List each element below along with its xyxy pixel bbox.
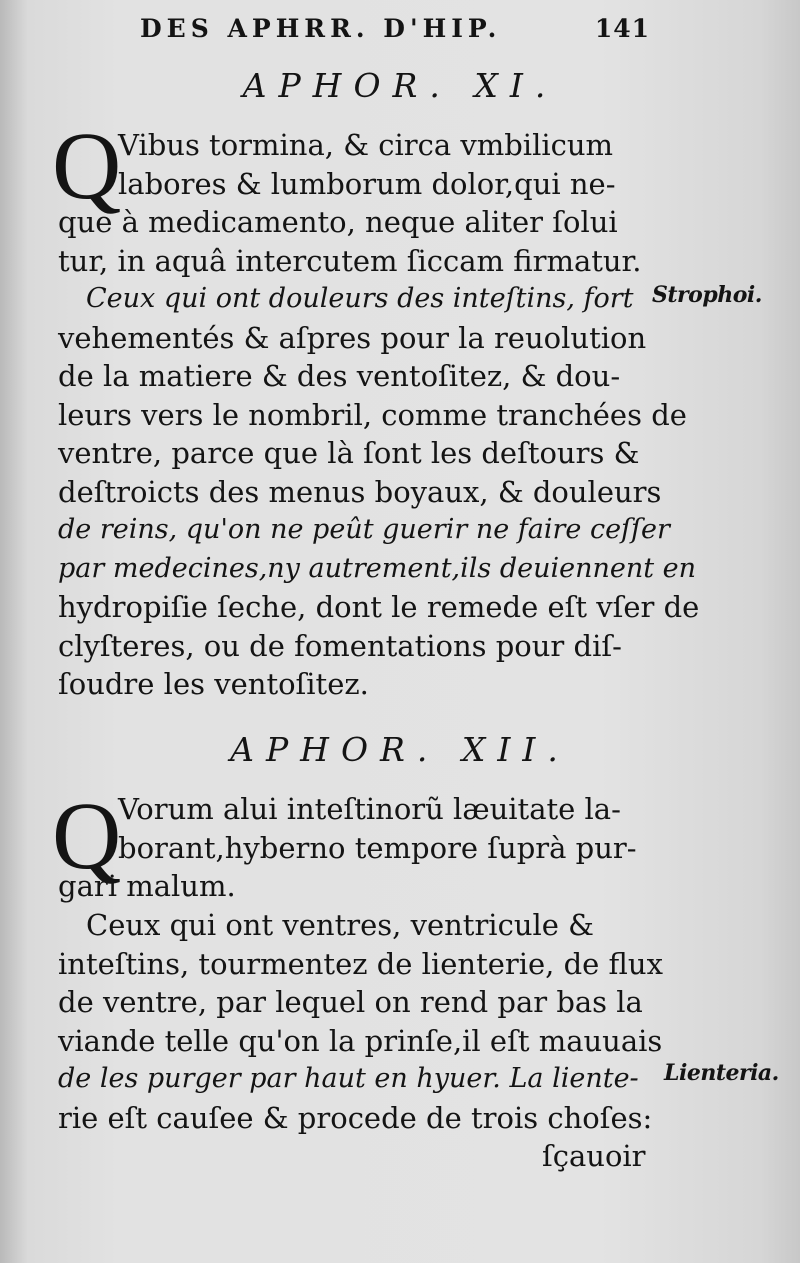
text-line: deſtroicts des menus boyaux, & douleurs (58, 474, 662, 509)
text-line: ventre, parce que là ſont les deſtours & (58, 436, 640, 470)
margin-note-strophoi: Strophoi. (652, 282, 762, 308)
text-line: rie eſt cauſee & procede de trois choſes: (58, 1100, 653, 1135)
aphorism-11-french (58, 280, 700, 704)
text-line: de la matiere & des ventoſitez, & dou- (58, 359, 621, 393)
text-line: Vorum alui inteſtinorũ læuitate la- (118, 792, 621, 826)
aphorism-12-latin (58, 790, 650, 906)
page-number: 141 (594, 14, 650, 43)
drop-cap-q: Q (52, 782, 122, 889)
text-line: clyſteres, ou de fomentations pour diſ- (58, 628, 622, 663)
text-line: borant,hyberno tempore ſuprà pur- (118, 830, 637, 865)
text-line: inteſtins, tourmentez de lienterie, de flux (58, 946, 663, 981)
text-line: que à medicamento, neque aliter ſolui (58, 205, 618, 239)
text-line (58, 280, 650, 319)
aphorism-11-latin (58, 126, 650, 280)
aphorism-12-french (58, 906, 663, 1137)
text-line: Ceux qui ont ventres, ventricule & (86, 908, 594, 942)
text-line: viande telle qu'on la prinſe,il eſt mauuais (58, 1023, 663, 1058)
running-title: DES APHRR. D'HIP. (140, 14, 502, 43)
text-line: par medecines,ny autrement,ils deuiennent en (58, 552, 697, 584)
text-line-content: Ceux qui ont douleurs des inteſtins, fort (86, 283, 634, 314)
text-line: vehementés & aſpres pour la reuolution (58, 320, 647, 355)
margin-note-lienteria: Lienteria. (664, 1060, 779, 1086)
text-line: gari malum. (58, 869, 236, 903)
text-line: ſoudre les ventoſitez. (58, 667, 369, 701)
text-line: Vibus tormina, & circa vmbilicum (118, 128, 614, 162)
running-header (140, 14, 650, 43)
text-line: de ventre, par lequel on rend par bas la (58, 985, 643, 1019)
catchword: ſçauoir (542, 1139, 646, 1173)
text-line: labores & lumborum dolor,qui ne- (118, 166, 616, 201)
text-line: de les purger par haut en hyuer. La liente- (58, 1063, 639, 1094)
text-line: tur, in aquâ intercutem ſiccam firmatur. (58, 243, 642, 278)
text-line: leurs vers le nombril, comme tranchées de (58, 397, 687, 432)
drop-cap-q: Q (52, 112, 122, 219)
aphorism-11-heading: APHOR. XI. (242, 66, 558, 105)
text-line: hydropiſie ſeche, dont le remede eſt vſer de (58, 590, 700, 624)
text-line: de reins, qu'on ne peût guerir ne faire ceſſer (58, 514, 670, 545)
aphorism-12-heading: APHOR. XII. (230, 730, 570, 769)
